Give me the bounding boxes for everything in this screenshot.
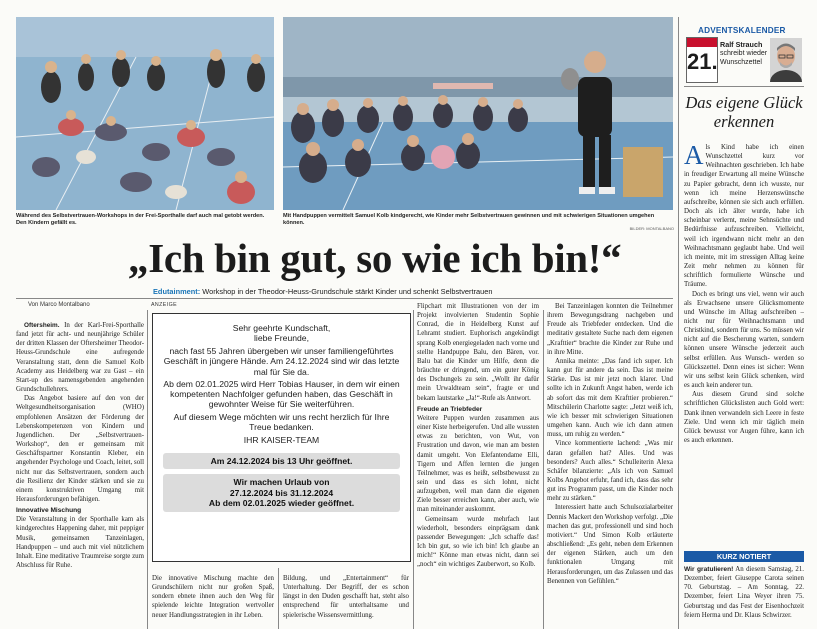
headline-rule: [16, 298, 673, 299]
article-col4-p3: Gemeinsam wurde mehrfach laut wiederholt, besonders einprägsam dank passender Bewegungen: „Ich schaffe das! Ich bin gut, so wie ich bin! Ich glaube an mich!“ Könne man etwas nicht, dann sei „noch“ ein wichtiges Zauberwort, so Kolb.: [417, 515, 539, 569]
ad-holiday-line-2: 27.12.2024 bis 31.12.2024: [229, 487, 334, 498]
article-subhead-2: Freude an Triebfeder: [417, 405, 483, 413]
ad-opening-text: Am 24.12.2024 bis 13 Uhr geöffnet.: [210, 456, 353, 467]
column-author: Ralf Strauch: [720, 40, 763, 49]
article-col1-p1: In der Karl-Frei-Sporthalle fand jetzt für acht- und neunjährige Schüler der dritten Klassen der Oftersheimer Theodor-Heuss-Grundschule eine aufregende Veranstaltung statt, denn die Samuel Kolb Academy aus Heidelberg war zu Gast – ein Start-up des namensgebenden angehenden Grundschullehrers.: [16, 322, 144, 394]
advertisement-box: [152, 313, 411, 562]
ad-holiday-line-3: Ab dem 02.01.2025 wieder geöffnet.: [208, 498, 355, 509]
headline: „Ich bin gut, so wie ich bin!“: [128, 235, 622, 281]
subline-label: Edutainment:: [153, 287, 201, 296]
ad-body-3: Auf diesem Wege möchten wir uns recht herzlich für Ihre Treue bedanken.: [173, 411, 390, 433]
kurz-notiert-text: [684, 565, 804, 629]
article-col1-p2: Das Angebot basiere auf den von der Weltgesundheitsorganisation (WHO) empfohlenen Ansätzen der Förderung der Lebenskompetenzen von Kindern und Jugendlichen. Der „Selbstvertrauen-Workshop“, den er gemeinsam mit Geschäftspartner Konstantin Kleber, ein angehender Psychologe und Coach, leitet, soll nicht nur das Selbstvertrauen, sondern auch die Resilienz der Kinder stärken und sie zu einem konstruktiven Umgang mit Herausforderungen befähigen.: [16, 395, 144, 503]
article-col5-p3: Vince kommentierte lachend: „Was mir daran gefallen hat? Alles. Und was besonders? Auch alles.“ Schulleiterin Alexa Schäfer bilanzierte: „Als ich von Samuel Kolbs Angebot erfuhr, fand ich, dass das sehr gut ins Programm passt, um die Kinder noch mehr zu stärken.“: [547, 440, 673, 503]
kurz-notiert-header: KURZ NOTIERT: [684, 551, 804, 562]
kurz-notiert-lead: Wir gratulieren!: [684, 566, 734, 573]
photo-left: [16, 17, 274, 210]
ad-opening-box: [163, 453, 400, 469]
calendar-icon: [686, 37, 718, 83]
ad-greeting-1: Sehr geehrte Kundschaft,: [232, 323, 331, 333]
article-subhead-1: Innovative Mischung: [16, 507, 82, 515]
article-col1-p3: Die Veranstaltung in der Sporthalle kam als kindgerechtes Happening daher, mit peppiger Musik, gemeinsamen Tanzeinlagen, Handpuppen – und auch mit viel nützlichem Inhalt. Eine meditative Traumreise sorgte zum Abschluss für Ruhe.: [16, 516, 144, 570]
photo-credit: BILDER: MONTALBANO: [629, 226, 674, 231]
column-divider-1: [147, 310, 148, 629]
sidebar-p1: ls Kind habe ich einen Wunschzettel kurz vor Weihnachten geschrieben. Ich habe in freudiger Erwartung all meine Wünsche zu Papier gebracht, denn ich wusste, nur wenn ich meine Herzenswünsche aufschreibe, können sie sich auch erfüllen. Doch als ich älter wurde, habe ich scheinbar verlernt, meine Sehnsüchte und Bedürfnisse aufzuschreiben. Vielleicht, weil ich irgendwann nicht mehr an den Weihnachtsmann geglaubt habe. Und weil ich meinte, mit im stressigen Alltag keine Zeit mehr nehmen zu können für schriftlich formulierte Wünsche und Träume.: [684, 144, 804, 289]
sidebar-text: [684, 143, 804, 539]
column-divider-3: [413, 310, 414, 629]
photo-right-caption: Mit Handpuppen vermittelt Samuel Kolb kindgerecht, wie Kinder mehr Selbstvertrauen gewinnen und mit schwierigen Situationen umgehen können.: [283, 213, 655, 226]
kurz-notiert-body: An diesem Samstag, 21. Dezember, feiert Giuseppe Carota seinen 70. Geburtstag. – Am Sonntag, 22. Dezember, feiert Lina Weyer ihren 75. Geburtstag und das Fest der Eisenhochzeit feiern Herma und Dr. Klaus Schwirzer.: [684, 566, 804, 619]
article-column-5: [547, 302, 673, 629]
anzeige-label: ANZEIGE: [151, 302, 178, 308]
sidebar-p3: Aus diesem Grund sind solche schriftlichen Glückslisten auch Gold wert: Dank ihnen verwandeln sich Leere in feste Ziele. Und wenn ich mir täglich mein Glück bewusst vor Augen führe, kann ich es auch erkennen.: [684, 391, 804, 444]
sidebar-p2: Doch es bringt uns viel, wenn wir auch als Erwachsene unsere Glücksmomente und Wünsche im Alltag aufschreiben – nicht nur für Weihnachtsmann und Christkind, sondern für uns. So müssen wir nicht auf die Bescherung warten, sondern können unsere Wünsche jederzeit auch selbst erfüllen. Aus Wunsch- werden so Glückszettel. Denn eines ist sicher: Wenn wir uns selbst kein Glück schenken, wird es auch kein anderer tun.: [684, 290, 804, 390]
sidebar-divider: [678, 17, 679, 629]
article-col5-p1: Bei Tanzeinlagen konnten die Teilnehmer ihrem Bewegungsdrang nachgeben und Freude als Triebfeder entdecken. Und die meditativ gestaltete Suche nach dem eigenen „Krafttier“ brachte die Kinder zur Ruhe und in ihre Mitte.: [547, 303, 673, 356]
article-column-1: [16, 321, 144, 629]
advent-header: ADVENTSKALENDER: [698, 26, 786, 35]
ad-body-2: Ab dem 02.01.2025 wird Herr Tobias Hauser, in dem wir einen kompetenten Nachfolger gefunden haben, das Geschäft in gewohnter Weise für Sie weiterführen.: [163, 378, 400, 410]
calendar-day: 21.: [687, 49, 718, 74]
column-title: Das eigene Glück erkennen: [685, 93, 803, 131]
subline-text: Workshop in der Theodor-Heuss-Grundschule stärkt Kinder und schenkt Selbstvertrauen: [200, 287, 493, 296]
article-col4-p1: Flipchart mit Illustrationen von der im Projekt involvierten Studentin Sophie Conrad, die in Heidelberg Kunst auf Lehramt studiert. Euphorisch angekündigt sprang Kolb energiegeladen nach vorne und stellte Handpuppe Balu, den Bären, vor. Balu bat die Kinder um Hilfe, denn die bräuchte er dringend, um ein guter König des Dschungels zu sein. „Wollt ihr dafür mein Urwaldteam sein“, fragte er und bekam lautstarke „Ja!“-Rufe als Antwort.: [417, 303, 539, 402]
article-col5-p4: Interessiert hatte auch Schulsozialarbeiter Dennis Mackert den Workshop verfolgt. „Die machen das gut, professionell und sind hoch motiviert.“ Und Simon Kolb erläuterte abschließend: „Es geht, neben dem Erkennen der eigenen Stärken, auch um den funktionalen Umgang mit Herausforderungen, um das Zulassen und das Benennen von Gefühlen.“: [547, 504, 673, 585]
article-column-4: [417, 302, 539, 629]
ad-holiday-box: [163, 474, 400, 512]
drop-cap: A: [684, 143, 704, 170]
photo-left-image: [16, 17, 274, 210]
author-portrait-image: [770, 38, 802, 82]
article-column-3-bottom: Bildung, und „Entertainment“ für Unterhaltung. Der Begriff, der es schon längst in den Duden geschafft hat, steht also entsprechend für unterhaltsame und spielerische Wissensvermittlung.: [283, 575, 409, 619]
ad-body-1: nach fast 55 Jahren übergeben wir unser familiengeführtes Geschäft in jüngere Hände. Am 24.12.2024 sind wir das letzte mal für Sie da.: [163, 346, 400, 377]
article-column-2-bottom: Die innovative Mischung machte den Grundschülern nicht nur großen Spaß, sondern ebnete ihnen auch den Weg für spielende leichte Integration wertvoller neuer Handlungsstrategien in ihr Leben.: [152, 575, 274, 619]
calendar-top-bar: [687, 38, 717, 47]
ad-holiday-line-1: Wir machen Urlaub von: [233, 477, 330, 488]
column-author-line-2: Wunschzettel: [720, 59, 762, 66]
author-portrait: [770, 38, 802, 82]
advent-rule: [684, 86, 804, 87]
article-col4-p2: Weitere Puppen wurden zusammen aus einer Kiste herbeigerufen. Und alle wussten etwas zu berichten, von Wut, von Frustration und davon, wie man am besten damit umgeht. Von Elefantendame Elli, Tigern und Affen lernten die jungen Teilnehmer, was es heißt, selbstbewusst zu sein und dass es sich lohnt, nicht aufzugeben, weil man dann die eigenen Ziele besser erreichen kann, aber auch, wie man miteinander auskommt.: [417, 414, 539, 514]
photo-left-caption: Während des Selbstvertrauen-Workshops in der Frei-Sporthalle darf auch mal getobt werden. Den Kindern gefällt es.: [16, 213, 265, 226]
ad-signature: IHR KAISER-TEAM: [243, 435, 320, 446]
photo-right: [283, 17, 673, 210]
subline: [153, 287, 492, 296]
byline: Von Marco Montalbano: [28, 302, 90, 308]
photo-right-image: [283, 17, 673, 210]
article-col5-p2: Annika meinte: „Das fand ich super. Ich kann gut für andere da sein. Das ist meine Stärke. Das ist mir jetzt noch klarer. Und sollte ich in Zukunft Angst haben, werde ich ab sofort das mit dem Krafttier probieren.“ Mitschülerin Charlotte sagte: „Jetzt weiß ich, wie ich besser mit schwierigen Situationen umgehen kann. Auch wie ich dann atmen muss, um ruhig zu werden.“: [547, 357, 673, 439]
column-author-line-1: schreibt wieder: [720, 50, 768, 57]
ad-greeting-2: liebe Freunde,: [254, 333, 309, 343]
column-divider-2: [278, 568, 279, 629]
column-divider-4: [543, 310, 544, 629]
article-place: Oftersheim.: [24, 322, 60, 329]
